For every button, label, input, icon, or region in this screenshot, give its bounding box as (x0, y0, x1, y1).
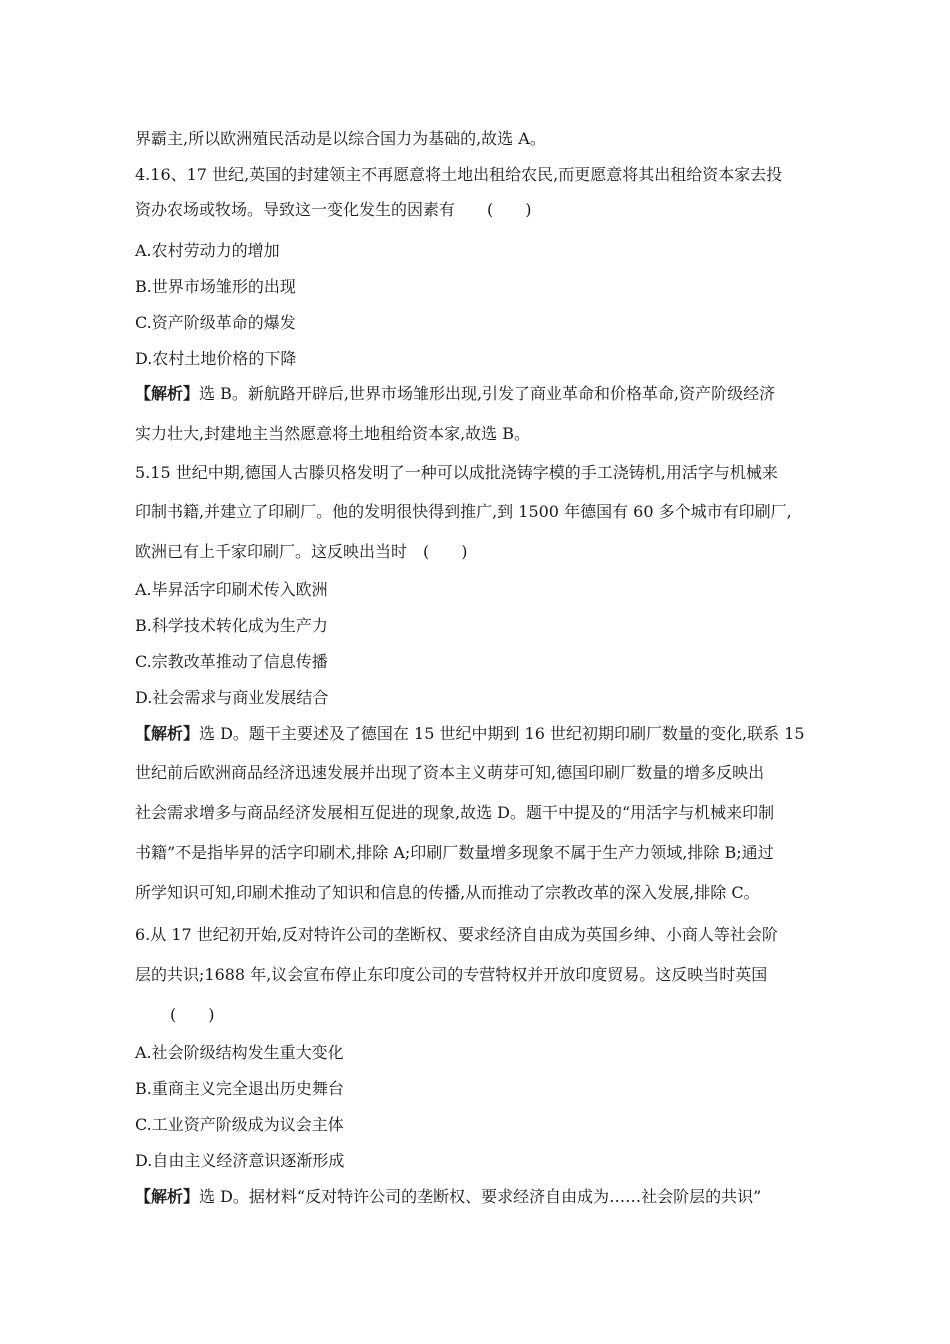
q5-analysis-line-4: 书籍”不是指毕昇的活字印刷术,排除 A;印刷厂数量增多现象不属于生产力领域,排除 B;通过 (135, 843, 774, 862)
q5-stem-line-3: 欧洲已有上千家印刷厂。这反映出当时 ( ) (135, 542, 468, 561)
q4-stem-line-2: 资办农场或牧场。导致这一变化发生的因素有 ( ) (135, 200, 532, 219)
q5-stem-line-1: 5.15 世纪中期,德国人古滕贝格发明了一种可以成批浇铸字模的手工浇铸机,用活字与机械来 (135, 463, 778, 482)
q5-option-b: B.科学技术转化成为生产力 (135, 616, 328, 635)
analysis-label: 【解析】 (135, 724, 200, 743)
q4-option-b: B.世界市场雏形的出现 (135, 277, 296, 296)
analysis-text: 选 D。据材料“反对特许公司的垄断权、要求经济自由成为……社会阶层的共识” (199, 1187, 762, 1206)
q6-option-c: C.工业资产阶级成为议会主体 (135, 1115, 344, 1134)
q5-option-c: C.宗教改革推动了信息传播 (135, 652, 328, 671)
q6-option-b: B.重商主义完全退出历史舞台 (135, 1079, 344, 1098)
q4-stem-line-1: 4.16、17 世纪,英国的封建领主不再愿意将土地出租给农民,而更愿意将其出租给资本家去投 (135, 165, 783, 184)
q5-analysis-line-5: 所学知识可知,印刷术推动了知识和信息的传播,从而推动了宗教改革的深入发展,排除 C。 (135, 883, 760, 902)
q5-option-d: D.社会需求与商业发展结合 (135, 688, 329, 707)
q5-stem-line-2: 印制书籍,并建立了印刷厂。他的发明很快得到推广,到 1500 年德国有 60 多个城市有印刷厂, (135, 502, 792, 521)
analysis-text: 选 B。新航路开辟后,世界市场雏形出现,引发了商业革命和价格革命,资产阶级经济 (199, 384, 776, 403)
q6-analysis-line-1 (135, 1187, 761, 1207)
analysis-label: 【解析】 (135, 1187, 200, 1206)
analysis-label: 【解析】 (135, 384, 200, 403)
q4-analysis-line-1 (135, 384, 775, 404)
q5-analysis-line-3: 社会需求增多与商品经济发展相互促进的现象,故选 D。题干中提及的“用活字与机械来印制 (135, 803, 775, 822)
q3-analysis-tail: 界霸主,所以欧洲殖民活动是以综合国力为基础的,故选 A。 (135, 129, 546, 148)
q5-option-a: A.毕昇活字印刷术传入欧洲 (135, 580, 328, 599)
q6-stem-line-3: ( ) (170, 1005, 215, 1024)
q6-stem-line-2: 层的共识;1688 年,议会宣布停止东印度公司的专营特权并开放印度贸易。这反映当时英国 (135, 965, 768, 984)
q6-option-d: D.自由主义经济意识逐渐形成 (135, 1151, 345, 1170)
q4-analysis-line-2: 实力壮大,封建地主当然愿意将土地租给资本家,故选 B。 (135, 424, 531, 443)
q4-option-a: A.农村劳动力的增加 (135, 241, 280, 260)
q4-option-c: C.资产阶级革命的爆发 (135, 313, 296, 332)
analysis-text: 选 D。题干主要述及了德国在 15 世纪中期到 16 世纪初期印刷厂数量的变化,联系 15 (199, 724, 805, 743)
q6-option-a: A.社会阶级结构发生重大变化 (135, 1043, 344, 1062)
q5-analysis-line-1 (135, 724, 805, 744)
q5-analysis-line-2: 世纪前后欧洲商品经济迅速发展并出现了资本主义萌芽可知,德国印刷厂数量的增多反映出 (135, 763, 765, 782)
q6-stem-line-1: 6.从 17 世纪初开始,反对特许公司的垄断权、要求经济自由成为英国乡绅、小商人等社会阶 (135, 925, 778, 944)
q4-option-d: D.农村土地价格的下降 (135, 349, 297, 368)
